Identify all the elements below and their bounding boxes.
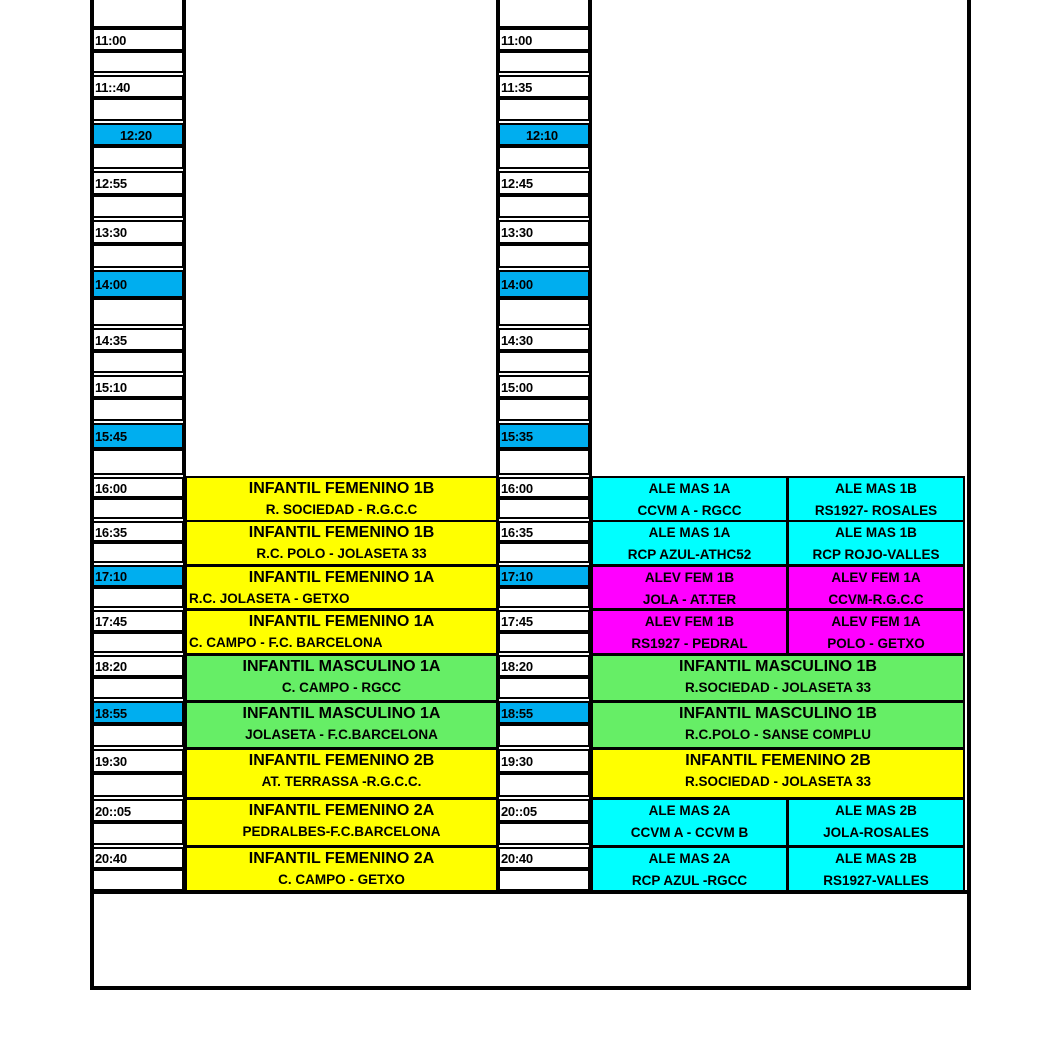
match-category: INFANTIL MASCULINO 1B — [679, 658, 877, 675]
right-time-subcell — [498, 449, 590, 475]
match-category: INFANTIL FEMENINO 1A — [248, 569, 435, 586]
match-teams: RCP AZUL-ATHC52 — [627, 547, 752, 562]
right-time-label: 17:45 — [501, 614, 533, 629]
match-teams: C. CAMPO - RGCC — [281, 680, 402, 695]
match-category: INFANTIL MASCULINO 1B — [679, 705, 877, 722]
left-time-label: 12:20 — [120, 128, 152, 143]
right-time-label: 18:20 — [501, 659, 533, 674]
left-time-subcell — [92, 822, 184, 845]
match-category: INFANTIL FEMENINO 1B — [248, 480, 435, 497]
left-time-label: 17:10 — [95, 569, 127, 584]
right-time-label: 15:00 — [501, 380, 533, 395]
left-time-subcell — [92, 398, 184, 421]
right-wide-match-block — [591, 748, 965, 799]
left-match-block — [185, 476, 498, 522]
match-category: ALE MAS 1A — [648, 481, 731, 496]
right-time-subcell — [498, 146, 590, 169]
right-time-label: 14:30 — [501, 333, 533, 348]
match-category: ALE MAS 1A — [648, 525, 731, 540]
match-teams: R.SOCIEDAD - JOLASETA 33 — [684, 774, 872, 789]
match-teams: JOLA-ROSALES — [823, 825, 929, 840]
match-teams: R.SOCIEDAD - JOLASETA 33 — [684, 680, 872, 695]
left-match-block — [185, 609, 498, 655]
left-top-cell — [92, 0, 184, 28]
match-teams: R.C. POLO - JOLASETA 33 — [256, 546, 427, 561]
right-time-subcell — [498, 542, 590, 563]
match-category: INFANTIL FEMENINO 2A — [248, 802, 435, 819]
right-time-subcell — [498, 587, 590, 608]
match-category: ALE MAS 2A — [648, 803, 731, 818]
match-category: INFANTIL FEMENINO 2A — [248, 850, 435, 867]
right-match-block-b — [787, 476, 965, 522]
left-time-subcell — [92, 195, 184, 218]
left-match-block — [185, 701, 498, 749]
left-match-block — [185, 654, 498, 702]
match-teams: JOLASETA - F.C.BARCELONA — [245, 727, 438, 742]
left-time-label: 17:45 — [95, 614, 127, 629]
match-teams: JOLA - AT.TER — [642, 592, 737, 607]
match-category: INFANTIL FEMENINO 1B — [248, 524, 435, 541]
left-time-label: 16:35 — [95, 525, 127, 540]
left-time-label: 13:30 — [95, 225, 127, 240]
left-match-block — [185, 798, 498, 847]
match-teams: CCVM A - RGCC — [637, 503, 742, 518]
right-wide-match-block — [591, 701, 965, 749]
right-time-label: 20::05 — [501, 804, 537, 819]
right-time-subcell — [498, 773, 590, 797]
left-time-label: 15:10 — [95, 380, 127, 395]
match-teams: R. SOCIEDAD - R.G.C.C — [265, 502, 418, 517]
match-category: INFANTIL FEMENINO 2B — [248, 752, 435, 769]
right-match-block-b — [787, 565, 965, 610]
right-match-block-a — [591, 565, 788, 610]
match-category: ALE MAS 2A — [648, 851, 731, 866]
match-teams: AT. TERRASSA -R.G.C.C. — [261, 774, 422, 789]
left-time-label: 11::40 — [95, 80, 131, 95]
left-time-subcell — [92, 677, 184, 699]
left-time-subcell — [92, 587, 184, 608]
right-time-subcell — [498, 632, 590, 653]
right-time-subcell — [498, 398, 590, 421]
right-match-block-a2 — [591, 798, 788, 847]
left-time-subcell — [92, 632, 184, 653]
match-teams: RCP ROJO-VALLES — [812, 547, 940, 562]
left-time-subcell — [92, 498, 184, 519]
right-time-label: 17:10 — [501, 569, 533, 584]
right-time-label: 11:00 — [501, 33, 533, 48]
match-category: ALE MAS 2B — [835, 851, 917, 866]
match-teams: CCVM-R.G.C.C — [828, 592, 924, 607]
match-category: INFANTIL FEMENINO 1A — [248, 613, 435, 630]
match-teams: POLO - GETXO — [827, 636, 925, 651]
match-teams: R.C. JOLASETA - GETXO — [189, 591, 350, 606]
left-time-label: 20:40 — [95, 851, 127, 866]
right-time-label: 15:35 — [501, 429, 533, 444]
match-category: ALEV FEM 1B — [644, 614, 735, 629]
right-time-label: 16:00 — [501, 481, 533, 496]
right-time-subcell — [498, 498, 590, 519]
left-time-subcell — [92, 542, 184, 563]
match-category: ALE MAS 1B — [835, 481, 917, 496]
left-time-label: 14:35 — [95, 333, 127, 348]
match-category: ALEV FEM 1A — [831, 570, 921, 585]
right-time-subcell — [498, 244, 590, 268]
match-teams: RS1927-VALLES — [823, 873, 929, 888]
right-match-block-b2 — [787, 846, 965, 892]
left-time-subcell — [92, 869, 184, 891]
match-teams: RS1927- ROSALES — [814, 503, 938, 518]
right-time-subcell — [498, 677, 590, 699]
left-time-subcell — [92, 146, 184, 169]
left-time-subcell — [92, 449, 184, 475]
right-time-label: 13:30 — [501, 225, 533, 240]
right-time-subcell — [498, 724, 590, 747]
match-category: ALE MAS 2B — [835, 803, 917, 818]
right-time-subcell — [498, 298, 590, 326]
right-time-subcell — [498, 51, 590, 73]
right-time-label: 20:40 — [501, 851, 533, 866]
left-time-subcell — [92, 244, 184, 268]
right-time-label: 11:35 — [501, 80, 533, 95]
left-match-block — [185, 846, 498, 892]
left-match-block — [185, 565, 498, 610]
right-time-label: 19:30 — [501, 754, 533, 769]
left-time-label: 11:00 — [95, 33, 127, 48]
match-teams: C. CAMPO - F.C. BARCELONA — [189, 635, 383, 650]
match-teams: CCVM A - CCVM B — [630, 825, 749, 840]
left-time-subcell — [92, 351, 184, 373]
left-time-label: 18:55 — [95, 706, 127, 721]
left-time-subcell — [92, 724, 184, 747]
left-time-subcell — [92, 773, 184, 797]
match-category: INFANTIL MASCULINO 1A — [242, 658, 441, 675]
left-match-block — [185, 748, 498, 799]
left-time-label: 16:00 — [95, 481, 127, 496]
match-category: INFANTIL MASCULINO 1A — [242, 705, 441, 722]
right-top-cell — [498, 0, 590, 28]
right-time-subcell — [498, 869, 590, 891]
right-match-block-a — [591, 609, 788, 655]
left-time-subcell — [92, 298, 184, 326]
right-time-subcell — [498, 98, 590, 121]
left-time-label: 18:20 — [95, 659, 127, 674]
right-time-subcell — [498, 195, 590, 218]
left-time-label: 15:45 — [95, 429, 127, 444]
match-teams: R.C.POLO - SANSE COMPLU — [684, 727, 871, 742]
left-time-label: 14:00 — [95, 277, 127, 292]
right-wide-match-block — [591, 654, 965, 702]
right-time-label: 16:35 — [501, 525, 533, 540]
right-match-block-b2 — [787, 798, 965, 847]
right-match-block-b — [787, 520, 965, 566]
left-match-block — [185, 520, 498, 566]
left-time-subcell — [92, 98, 184, 121]
match-category: INFANTIL FEMENINO 2B — [685, 752, 871, 769]
match-teams: PEDRALBES-F.C.BARCELONA — [242, 824, 441, 839]
left-time-label: 19:30 — [95, 754, 127, 769]
match-category: ALEV FEM 1B — [644, 570, 735, 585]
match-category: ALEV FEM 1A — [831, 614, 921, 629]
right-time-label: 18:55 — [501, 706, 533, 721]
right-time-label: 12:10 — [526, 128, 558, 143]
left-time-subcell — [92, 51, 184, 73]
right-match-block-a — [591, 476, 788, 522]
right-match-block-a — [591, 520, 788, 566]
right-match-block-b — [787, 609, 965, 655]
right-match-block-a2 — [591, 846, 788, 892]
right-time-label: 14:00 — [501, 277, 533, 292]
left-time-label: 12:55 — [95, 176, 127, 191]
match-category: ALE MAS 1B — [835, 525, 917, 540]
match-teams: C. CAMPO - GETXO — [278, 872, 405, 887]
right-time-label: 12:45 — [501, 176, 533, 191]
left-time-label: 20::05 — [95, 804, 131, 819]
match-teams: RCP AZUL -RGCC — [631, 873, 748, 888]
right-time-subcell — [498, 351, 590, 373]
match-teams: RS1927 - PEDRAL — [631, 636, 748, 651]
right-time-subcell — [498, 822, 590, 845]
